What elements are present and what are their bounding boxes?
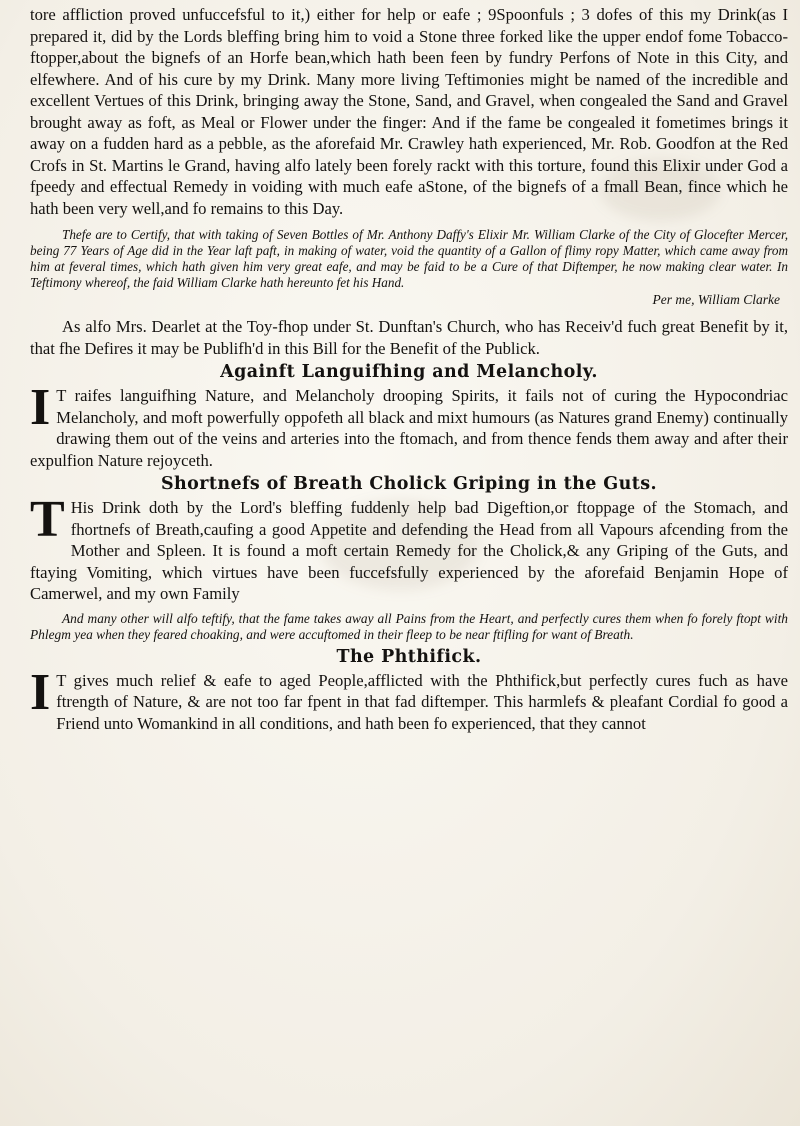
heading-breath-cholick: Shortnefs of Breath Cholick Griping in the Guts. xyxy=(161,474,657,494)
paragraph-breath-cholick xyxy=(30,491,788,605)
paragraph-languishing-text: T raifes languifhing Nature, and Melancholy drooping Spirits, it fails not of curing the Hypocondriac Melancholy, and moft powerfully oppofeth all black and mixt humours (as Natures grand Enemy) continually drawing them out of the veins and arteries into the ftomach, and from thence fends them away and after their expulfion Nature rejoyceth. xyxy=(30,386,788,470)
heading-phthisick: The Phthifick. xyxy=(336,646,482,667)
paragraph-phlegm: And many other will alfo teftify, that the fame takes away all Pains from the Heart, and perfectly cures them when fo forely ftopt with Phlegm yea when they feared choaking, and were accuftomed in their fleep to be near ftifling for want of Breath. xyxy=(30,610,788,642)
paragraph-stone-cure: tore affliction proved unfuccefsful to it,) either for help or eafe ; 9Spoonfuls ; 3 dofes of this my Drink(as I prepared it, did by the Lords bleffing bring him to void a Stone three forked like the upper endof fome Tobacco-ftopper,about the bignefs of an Horfe bean,which hath been feen by fundry Perfons of Note in this City, and elfewhere. And of his cure by my Drink. Many more living Teftimonies might be named of the incredible and excellent Vertues of this Drink, bringing away the Stone, Sand, and Gravel, when congealed the Sand and Gravel brought away as foft, as Meal or Flower under the finger: And if the fame be congealed it fometimes brings it away on a fudden hard as a pebble, as the aforefaid Mr. Crawley hath experienced, Mr. Rob. Goodfon at the Red Crofs in St. Martins le Grand, having alfo lately been forely rackt with this torture, found this Elixir under God a fpeedy and effectual Remedy in voiding with much eafe aStone, of the bignefs of a fmall Bean, fince which he hath been very well,and fo remains to this Day. xyxy=(30,5,788,218)
paragraph-phthisick xyxy=(30,663,788,735)
heading-languishing: Againft Languifhing and Melancholy. xyxy=(220,362,598,382)
drop-cap: T xyxy=(30,491,65,548)
paragraph-languishing xyxy=(30,379,788,471)
paragraph-phthisick-text: T gives much relief & eafe to aged People,afflicted with the Phthifick,but perfectly cures fuch as have ftrength of Nature, & are not too far fpent in that fad diftemper. This harmlefs & pleafant Cordial fo good a Friend unto Womankind in all conditions, and hath been fo experienced, that they cannot xyxy=(56,670,788,733)
signature-clarke: Per me, William Clarke xyxy=(652,292,780,307)
drop-cap: I xyxy=(30,379,51,436)
drop-cap: I xyxy=(30,663,51,721)
paragraph-dearlet: As alfo Mrs. Dearlet at the Toy-fhop under St. Dunftan's Church, who has Receiv'd fuch great Benefit by it, that fhe Defires it may be Publifh'd in this Bill for the Benefit of the Publick. xyxy=(30,317,788,358)
paragraph-breath-cholick-text: His Drink doth by the Lord's bleffing fuddenly help bad Digeftion,or ftoppage of the Stomach, and fhortnefs of Breath,caufing a good Appetite and defending the Head from all Vapours afcending from the Mother and Spleen. It is found a moft certain Remedy for the Cholick,& any Griping of the Guts, and ftaying Vomiting, which virtues have been fuccefsfully experienced by the aforefaid Benjamin Hope of Camerwel, and my own Family xyxy=(30,498,788,603)
text-column xyxy=(30,4,788,734)
certificate-clarke: Thefe are to Certify, that with taking of Seven Bottles of Mr. Anthony Daffy's Elixir Mr. William Clarke of the City of Glocefter Mercer, being 77 Years of Age did in the Year laft paft, in making of water, void the quantity of a Gallon of flimy ropy Matter, which came away from him at feveral times, which hath given him very great eafe, and may be faid to be a Cure of that Diftemper, he now making clear water. In Teftimony whereof, the faid William Clarke hath hereunto fet his Hand. xyxy=(30,227,788,290)
